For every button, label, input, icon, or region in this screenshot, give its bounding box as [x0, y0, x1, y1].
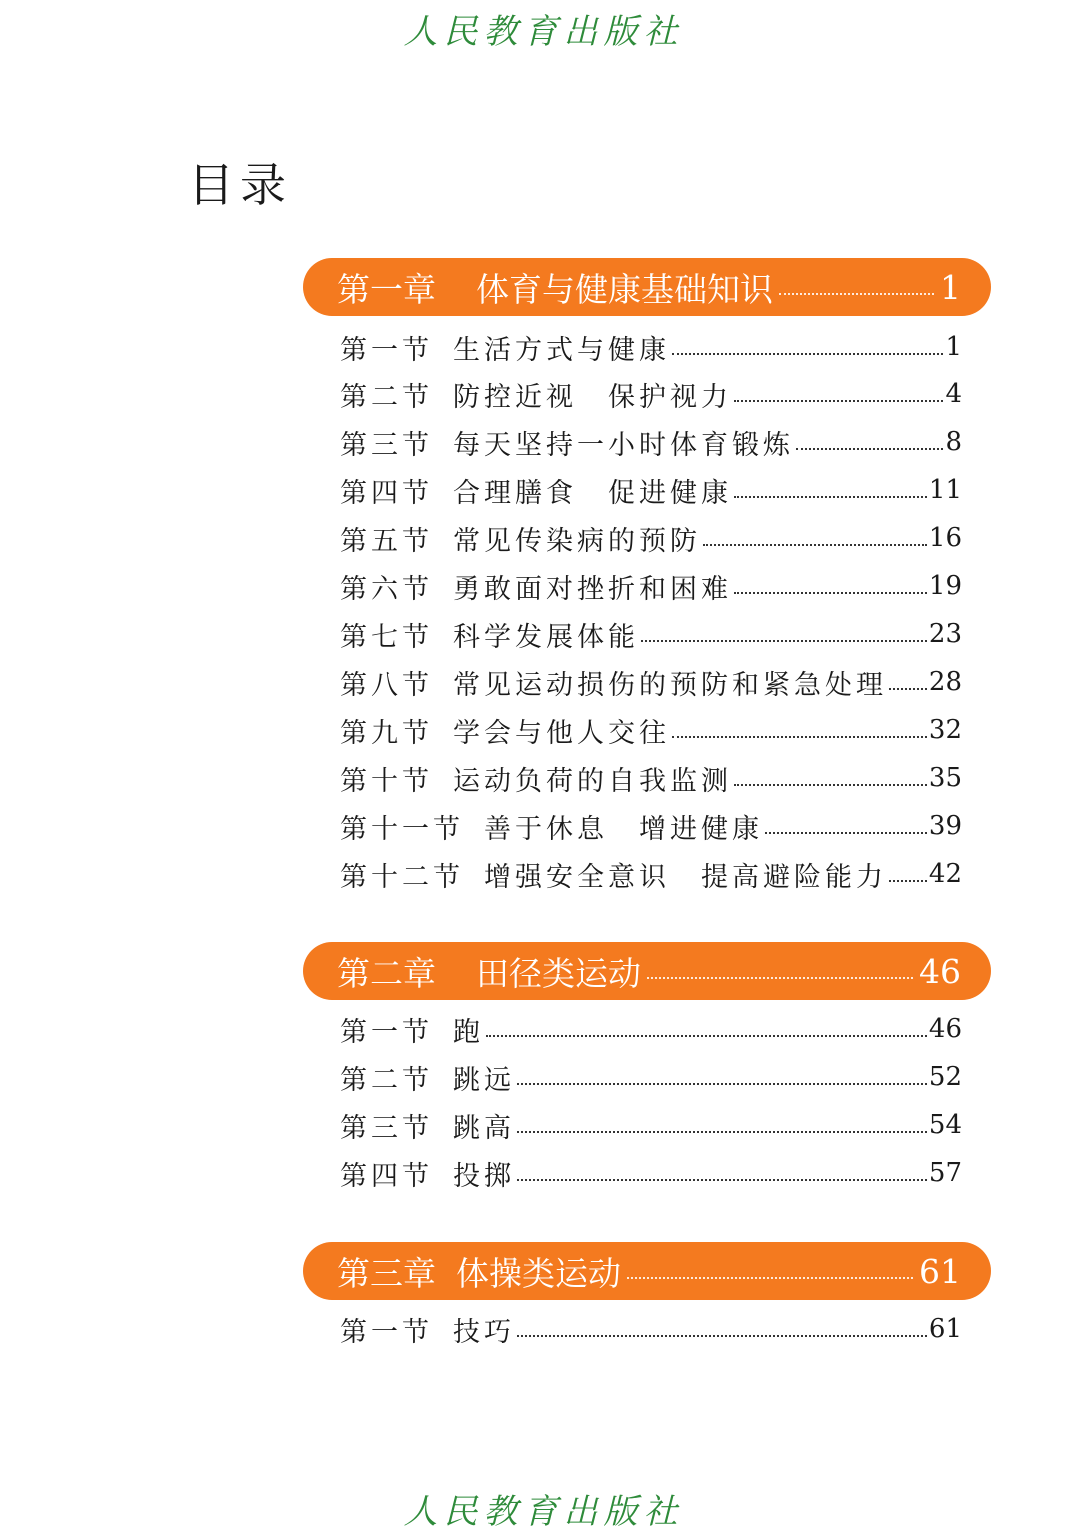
dot-leader — [734, 496, 927, 498]
chapter-number: 第一章 — [337, 269, 436, 309]
dot-leader — [703, 544, 927, 546]
dot-leader — [517, 1335, 927, 1337]
section-number: 第七节 — [340, 621, 433, 653]
publisher-logo-bottom: 人民教育出版社 — [403, 1492, 684, 1532]
section-title: 合理膳食 促进健康 — [453, 477, 732, 509]
publisher-logo-top: 人民教育出版社 — [403, 12, 684, 52]
section-page-number: 28 — [928, 667, 962, 697]
chapter-title: 体育与健康基础知识 — [476, 269, 773, 309]
toc-section-entry[interactable] — [340, 614, 962, 654]
page-title: 目录 — [188, 157, 292, 212]
toc-section-entry[interactable] — [340, 566, 962, 606]
dot-leader — [517, 1131, 927, 1133]
chapter-page-number: 61 — [919, 1251, 961, 1291]
section-title: 跳远 — [453, 1064, 515, 1096]
section-page-number: 1 — [945, 332, 962, 362]
section-number: 第九节 — [340, 717, 433, 749]
section-title: 善于休息 增进健康 — [484, 813, 763, 845]
dot-leader — [734, 592, 927, 594]
toc-section-entry[interactable] — [340, 327, 962, 367]
chapter-number: 第三章 — [337, 1253, 436, 1293]
section-page-number: 61 — [928, 1314, 962, 1344]
section-title: 科学发展体能 — [453, 621, 639, 653]
section-page-number: 54 — [928, 1110, 962, 1140]
section-page-number: 4 — [945, 379, 962, 409]
section-number: 第四节 — [340, 1160, 433, 1192]
section-number: 第四节 — [340, 477, 433, 509]
section-number: 第五节 — [340, 525, 433, 557]
toc-section-entry[interactable] — [340, 758, 962, 798]
toc-section-entry[interactable] — [340, 518, 962, 558]
section-number: 第二节 — [340, 381, 433, 413]
section-number: 第六节 — [340, 573, 433, 605]
section-title: 运动负荷的自我监测 — [453, 765, 732, 797]
toc-section-entry[interactable] — [340, 1057, 962, 1097]
toc-section-entry[interactable] — [340, 854, 962, 894]
chapter-number: 第二章 — [337, 953, 436, 993]
section-number: 第一节 — [340, 1316, 433, 1348]
section-title: 学会与他人交往 — [453, 717, 670, 749]
dot-leader — [672, 736, 927, 738]
toc-section-entry[interactable] — [340, 470, 962, 510]
section-page-number: 39 — [928, 811, 962, 841]
section-number: 第十一节 — [340, 813, 464, 845]
section-number: 第三节 — [340, 1112, 433, 1144]
section-number: 第八节 — [340, 669, 433, 701]
toc-section-entry[interactable] — [340, 662, 962, 702]
dot-leader — [627, 1277, 913, 1279]
dot-leader — [889, 688, 927, 690]
section-page-number: 42 — [928, 859, 962, 889]
section-title: 每天坚持一小时体育锻炼 — [453, 429, 794, 461]
chapter-3-entry[interactable] — [303, 1242, 991, 1300]
section-page-number: 46 — [928, 1014, 962, 1044]
dot-leader — [647, 977, 913, 979]
section-title: 常见传染病的预防 — [453, 525, 701, 557]
chapter-title: 田径类运动 — [476, 953, 641, 993]
section-title: 生活方式与健康 — [453, 334, 670, 366]
chapter-page-number: 1 — [940, 267, 961, 307]
section-page-number: 8 — [945, 427, 962, 457]
dot-leader — [641, 640, 927, 642]
section-title: 技巧 — [453, 1316, 515, 1348]
section-title: 防控近视 保护视力 — [453, 381, 732, 413]
section-page-number: 23 — [928, 619, 962, 649]
chapter-title: 体操类运动 — [456, 1253, 621, 1293]
section-number: 第一节 — [340, 1016, 433, 1048]
toc-section-entry[interactable] — [340, 1309, 962, 1349]
section-title: 增强安全意识 提高避险能力 — [484, 861, 887, 893]
dot-leader — [486, 1035, 927, 1037]
section-number: 第十节 — [340, 765, 433, 797]
dot-leader — [517, 1179, 927, 1181]
chapter-page-number: 46 — [919, 951, 961, 991]
toc-section-entry[interactable] — [340, 422, 962, 462]
chapter-1-entry[interactable] — [303, 258, 991, 316]
section-title: 勇敢面对挫折和困难 — [453, 573, 732, 605]
section-title: 常见运动损伤的预防和紧急处理 — [453, 669, 887, 701]
dot-leader — [779, 293, 934, 295]
dot-leader — [796, 448, 943, 450]
toc-section-entry[interactable] — [340, 1153, 962, 1193]
toc-section-entry[interactable] — [340, 1105, 962, 1145]
toc-section-entry[interactable] — [340, 374, 962, 414]
section-number: 第十二节 — [340, 861, 464, 893]
section-page-number: 52 — [928, 1062, 962, 1092]
section-page-number: 11 — [928, 475, 962, 505]
section-title: 投掷 — [453, 1160, 515, 1192]
section-number: 第三节 — [340, 429, 433, 461]
section-number: 第一节 — [340, 334, 433, 366]
section-page-number: 32 — [928, 715, 962, 745]
toc-section-entry[interactable] — [340, 806, 962, 846]
chapter-2-entry[interactable] — [303, 942, 991, 1000]
dot-leader — [672, 353, 943, 355]
section-page-number: 35 — [928, 763, 962, 793]
section-title: 跑 — [453, 1016, 484, 1048]
section-title: 跳高 — [453, 1112, 515, 1144]
toc-section-entry[interactable] — [340, 710, 962, 750]
dot-leader — [517, 1083, 927, 1085]
section-number: 第二节 — [340, 1064, 433, 1096]
dot-leader — [889, 880, 927, 882]
toc-section-entry[interactable] — [340, 1009, 962, 1049]
section-page-number: 16 — [928, 523, 962, 553]
section-page-number: 57 — [928, 1158, 962, 1188]
dot-leader — [734, 400, 943, 402]
dot-leader — [765, 832, 927, 834]
section-page-number: 19 — [928, 571, 962, 601]
dot-leader — [734, 784, 927, 786]
